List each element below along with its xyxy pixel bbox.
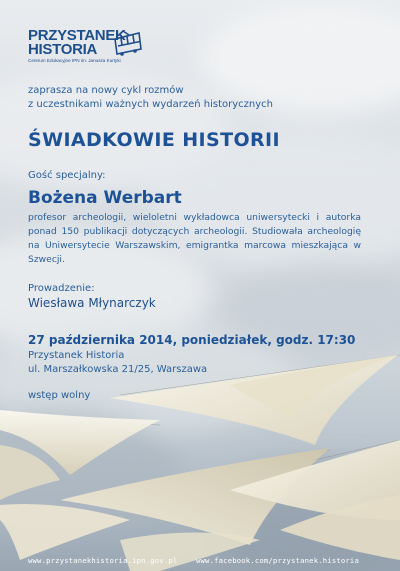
host-label: Prowadzenie: — [28, 283, 95, 294]
tram-icon — [111, 29, 145, 57]
przystanek-historia-logo — [28, 27, 148, 75]
logo-line2: HISTORIA — [28, 41, 97, 58]
intro-line-1: zaprasza na nowy cykl rozmów — [28, 85, 184, 96]
logo-line1: PRZYSTANEK — [28, 27, 126, 44]
headline: ŚWIADKOWIE HISTORII — [28, 129, 280, 151]
event-venue: Przystanek Historia — [28, 350, 125, 361]
event-address: ul. Marszałkowska 21/25, Warszawa — [28, 364, 208, 375]
guest-name: Bożena Werbart — [28, 188, 182, 208]
logo-subtitle: Centrum Edukacyjne IPN im. Janusza Kurtyki — [28, 58, 121, 63]
guest-bio: profesor archeologii, wieloletni wykładowca uniwersytecki i autorka ponad 150 publikacji dotyczących archeologii. Studiowała archeologię na Uniwersytecie Warszawskim, emigrantka marcowa mieszkająca w Szwecji. — [28, 212, 361, 265]
website-link[interactable]: www.przystanekhistoria.ipn.gov.pl — [28, 556, 178, 565]
admission-note: wstęp wolny — [28, 390, 91, 401]
event-date: 27 października 2014, poniedziałek, godz. 17:30 — [28, 333, 356, 347]
host-name: Wiesława Młynarczyk — [28, 296, 156, 310]
facebook-link[interactable]: www.facebook.com/przystanek.historia — [196, 556, 359, 565]
intro-line-2: z uczestnikami ważnych wydarzeń historycznych — [28, 99, 274, 110]
guest-label: Gość specjalny: — [28, 170, 106, 181]
